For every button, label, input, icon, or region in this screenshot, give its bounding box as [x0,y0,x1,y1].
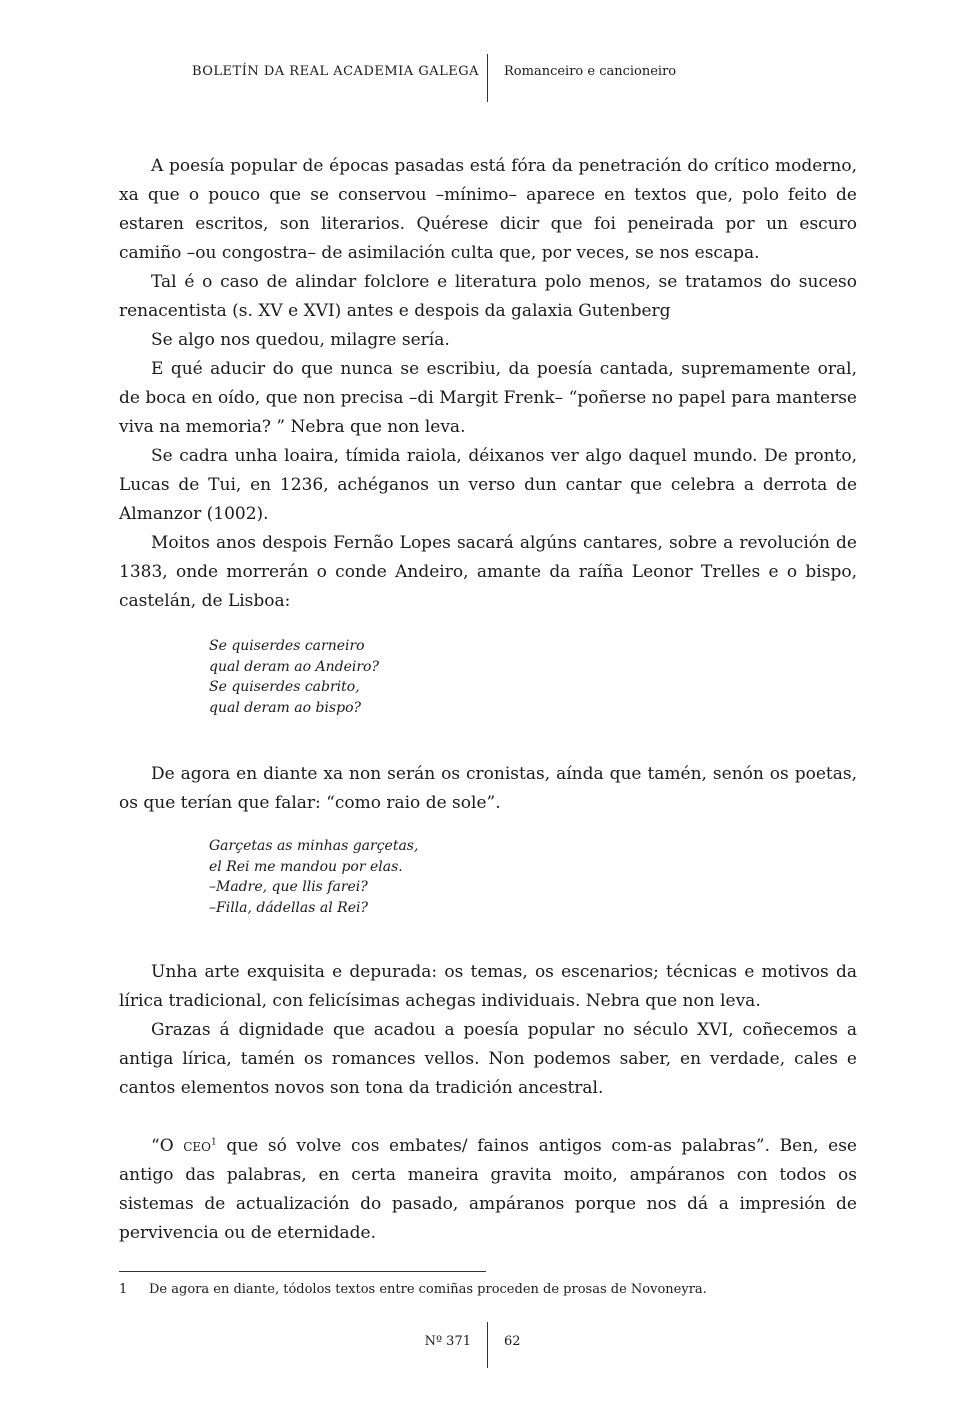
footnote [119,1282,707,1297]
header-divider [487,54,488,102]
paragraph: E qué aducir do que nunca se escribiu, da poesía cantada, supremamente oral, de boca en oído, que non precisa –di Margit Frenk– “poñerse no papel para manterse viva na memoria? ” Nebra que non leva. [119,359,857,437]
paragraph: Moitos anos despois Fernão Lopes sacará algúns cantares, sobre a revolución de 1383, onde morrerán o conde Andeiro, amante da raíña Leonor Trelles e o bispo, castelán, de Lisboa: [119,533,857,611]
verse-line: Se quiserdes cabrito, [209,679,360,695]
paragraph: Tal é o caso de alindar folclore e literatura polo menos, se tratamos do suceso renacentista (s. XV e XVI) antes e despois da galaxia Gutenberg [119,272,857,321]
page-header [0,48,975,98]
paragraph: De agora en diante xa non serán os cronistas, aínda que tamén, senón os poetas, os que terían que falar: “como raio de sole”. [119,764,857,813]
article-body [119,152,857,1248]
footnote-marker[interactable]: 1 [211,1137,217,1148]
paragraph: Unha arte exquisita e depurada: os temas, os escenarios; técnicas e motivos da lírica tradicional, con felicísimas achegas individuais. Nebra que non leva. [119,962,857,1011]
paragraph: Se algo nos quedou, milagre sería. [151,330,450,350]
paragraph: A poesía popular de épocas pasadas está fóra da penetración do crítico moderno, xa que o pouco que se conservou –mínimo– aparece en textos que, polo feito de estaren escritos, son literarios. Quérese dicir que foi peneirada por un escuro camiño –ou congostra– de asimilación culta que, por veces, se nos escapa. [119,156,857,263]
section-title: Romanceiro e cancioneiro [504,64,677,79]
journal-title: BOLETÍN DA REAL ACADEMIA GALEGA [191,64,479,79]
page-number: 62 [504,1334,521,1349]
verse-line: qual deram ao bispo? [209,699,362,716]
paragraph: Grazas á dignidade que acadou a poesía popular no século XVI, coñecemos a antiga lírica, tamén os romances vellos. Non podemos saber, en verdade, cales e cantos elementos novos son tona da tradición ancestral. [119,1020,857,1098]
verse-line: Se quiserdes carneiro [209,638,365,654]
verse-quote-2 [119,836,857,918]
smallcaps-word: ceo [183,1136,212,1156]
verse-quote-1 [119,636,857,718]
final-paragraph [119,1132,857,1248]
paragraph-rest: que só volve cos embates/ fainos antigos com-as palabras”. Ben, ese antigo das palabras, en certa maneira gravita moito, ampáranos con todos os sistemas de actualización do pasado, ampáranos porque nos dá a impresión de pervivencia ou de eternidade. [119,1136,857,1243]
paragraph: Se cadra unha loaira, tímida raiola, déixanos ver algo daquel mundo. De pronto, Lucas de Tui, en 1236, achéganos un verso dun cantar que celebra a derrota de Almanzor (1002). [119,446,857,524]
verse-line: qual deram ao Andeiro? [209,658,379,675]
footnote-number: 1 [119,1282,128,1297]
verse-line: –Filla, dádellas al Rei? [209,899,368,916]
verse-line: –Madre, que llis farei? [209,879,368,895]
verse-line: Garçetas as minhas garçetas, [209,838,419,854]
page-footer [0,1322,975,1368]
quote-open: “O [151,1136,184,1156]
footnote-text: De agora en diante, tódolos textos entre comiñas proceden de prosas de Novoneyra. [149,1282,707,1297]
verse-line: el Rei me mandou por elas. [209,858,403,875]
issue-number: Nº 371 [424,1334,471,1349]
footer-divider [487,1322,488,1368]
footnote-rule [119,1271,486,1272]
